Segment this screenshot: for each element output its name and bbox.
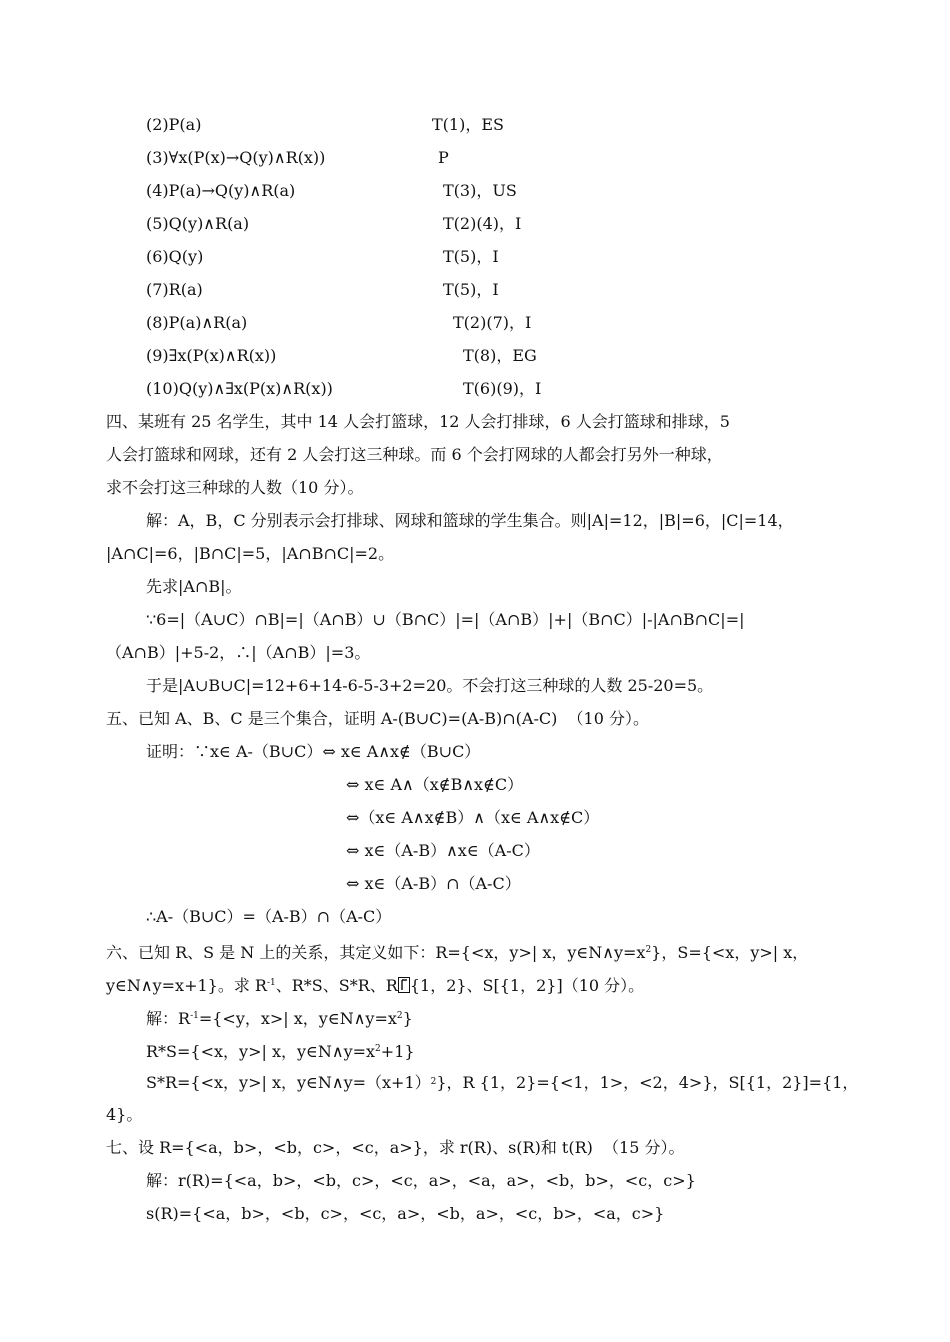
step-formula: (3)∀x(P(x)→Q(y)∧R(x))	[146, 148, 326, 167]
q6-solution-line: 4}。	[106, 1105, 143, 1124]
superscript: 2	[375, 1044, 381, 1054]
q7-solution-line: s(R)={<a，b>，<b，c>，<c，a>，<b，a>，<c，b>，<a，c>}	[146, 1204, 665, 1223]
step-reason: T(5)，I	[443, 247, 499, 266]
step-formula: (9)∃x(P(x)∧R(x))	[146, 346, 277, 365]
q6-text: ={<y，x>| x，y∈N∧y=x	[198, 1009, 397, 1028]
q6-text: {1，2}、S[{1，2}]（10 分）。	[409, 976, 645, 995]
q4-text-line: 四、某班有 25 名学生，其中 14 人会打篮球，12 人会打排球，6 人会打篮球和排球，5	[106, 412, 730, 431]
q7-title: 七、设 R={<a，b>，<b，c>，<c，a>}，求 r(R)、s(R)和 t(R) （15 分）。	[106, 1138, 685, 1157]
q6-text: }	[402, 1009, 413, 1028]
q6-text: 六、已知 R、S 是 N 上的关系，其定义如下：R={<x，y>| x，y∈N∧y=x	[106, 943, 646, 962]
step-reason: T(3)，US	[443, 181, 517, 200]
restriction-icon	[398, 977, 410, 993]
step-formula: (6)Q(y)	[146, 247, 204, 266]
q4-solution-line: （A∩B）|+5-2，∴|（A∩B）|=3。	[106, 643, 371, 662]
q4-text-line: 求不会打这三种球的人数（10 分）。	[106, 478, 364, 497]
step-reason: T(2)(4)，I	[443, 214, 522, 233]
q4-text-line: 人会打篮球和网球，还有 2 人会打这三种球。而 6 个会打网球的人都会打另外一种球，	[106, 445, 723, 464]
step-reason: T(6)(9)，I	[463, 379, 542, 398]
q4-solution-line: 先求|A∩B|。	[146, 577, 242, 596]
superscript: -1	[266, 978, 276, 988]
q6-text: R*S={<x，y>| x，y∈N∧y=x	[146, 1042, 376, 1061]
q6-text: }，R {1，2}={<1，1>，<2，4>}，S[{1，2}]={1，	[436, 1073, 859, 1092]
superscript: 2	[430, 1077, 437, 1087]
step-reason: T(1)，ES	[432, 115, 504, 134]
q4-solution-line: 于是|A∪B∪C|=12+6+14-6-5-3+2=20。不会打这三种球的人数 25-20=5。	[146, 676, 714, 695]
q6-text: y∈N∧y=x+1}。求 R	[106, 976, 267, 995]
q6-text: }，S={<x，y>| x，	[651, 943, 809, 962]
q5-proof-line: ⇔（x∈ A∧x∉B）∧（x∈ A∧x∉C）	[346, 808, 600, 827]
superscript: 2	[396, 1011, 403, 1021]
q5-proof-line: ⇔ x∈（A-B）∧x∈（A-C）	[346, 841, 540, 860]
step-formula: (2)P(a)	[146, 115, 202, 134]
q5-conclusion: ∴A-（B∪C）=（A-B）∩（A-C）	[146, 907, 392, 926]
step-reason: T(5)，I	[443, 280, 499, 299]
q6-text: 、R*S、S*R、R	[275, 976, 398, 995]
q4-solution-line: 解：A，B，C 分别表示会打排球、网球和篮球的学生集合。则|A|=12，|B|=6，|C|=14，	[146, 511, 794, 530]
q6-text: +1}	[380, 1042, 415, 1061]
q6-solution-line	[146, 1039, 415, 1062]
q4-solution-line: ∵6=|（A∪C）∩B|=|（A∩B）∪（B∩C）|=|（A∩B）|+|（B∩C）|-|A∩B∩C|=|	[146, 610, 745, 629]
q5-title: 五、已知 A、B、C 是三个集合，证明 A-(B∪C)=(A-B)∩(A-C) （10 分）。	[106, 709, 649, 728]
q5-proof-line: 证明：∵x∈ A-（B∪C）⇔ x∈ A∧x∉（B∪C）	[146, 742, 481, 761]
q5-proof-line: ⇔ x∈ A∧（x∉B∧x∉C）	[346, 775, 524, 794]
q6-text-line	[106, 940, 808, 963]
q6-solution-line	[146, 1072, 858, 1093]
step-reason: T(2)(7)，I	[453, 313, 532, 332]
step-reason: P	[438, 148, 449, 167]
step-reason: T(8)，EG	[463, 346, 537, 365]
superscript: 2	[645, 945, 652, 955]
step-formula: (10)Q(y)∧∃x(P(x)∧R(x))	[146, 379, 333, 398]
step-formula: (4)P(a)→Q(y)∧R(a)	[146, 181, 296, 200]
step-formula: (5)Q(y)∧R(a)	[146, 214, 250, 233]
q6-text-line	[106, 973, 644, 996]
q6-text: S*R={<x，y>| x，y∈N∧y=（x+1）	[146, 1073, 431, 1092]
q4-solution-line: |A∩C|=6，|B∩C|=5，|A∩B∩C|=2。	[106, 544, 395, 563]
step-formula: (8)P(a)∧R(a)	[146, 313, 248, 332]
step-formula: (7)R(a)	[146, 280, 203, 299]
q6-solution-line	[146, 1006, 413, 1029]
q7-solution-line: 解：r(R)={<a，b>，<b，c>，<c，a>，<a，a>，<b，b>，<c，c>}	[146, 1171, 696, 1190]
superscript: -1	[190, 1011, 199, 1021]
q5-proof-line: ⇔ x∈（A-B）∩（A-C）	[346, 874, 521, 893]
q6-text: 解：R	[146, 1009, 191, 1028]
